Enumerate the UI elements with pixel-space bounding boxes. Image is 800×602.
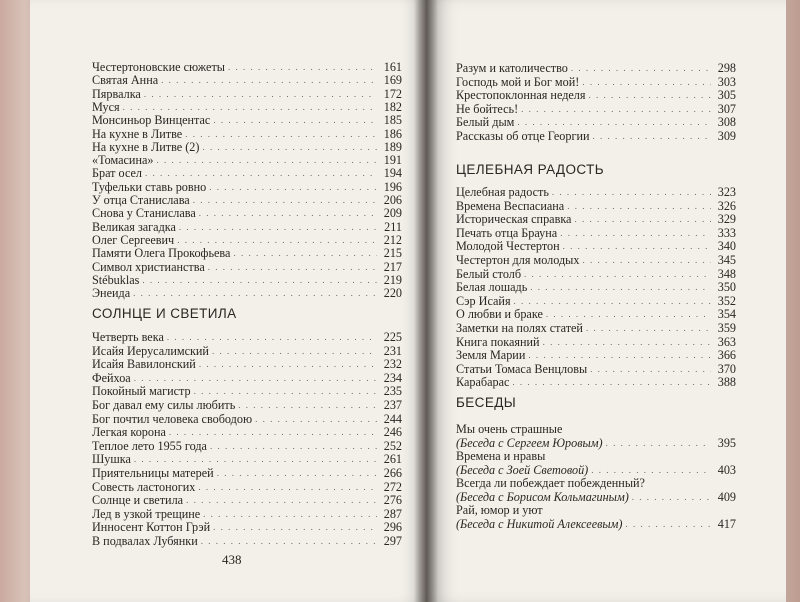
left-page xyxy=(30,0,426,602)
toc-entry-title: Шушка xyxy=(92,452,131,467)
toc-entry xyxy=(92,398,402,412)
toc-entry xyxy=(456,348,736,362)
toc-leader-dots xyxy=(543,335,711,349)
toc-entry-title: Энеида xyxy=(92,286,131,301)
toc-entry xyxy=(456,463,736,477)
toc-entry xyxy=(92,206,402,220)
toc-entry-title: Печать отца Брауна xyxy=(456,225,558,240)
toc-entry-page: 388 xyxy=(717,375,736,390)
toc-leader-dots xyxy=(517,115,711,129)
toc-entry xyxy=(456,115,736,129)
toc-leader-dots xyxy=(185,127,377,141)
toc-entry-title: Солнце и светила xyxy=(92,493,184,508)
toc-leader-dots xyxy=(167,330,377,344)
toc-entry-page: 297 xyxy=(383,534,402,548)
toc-leader-dots xyxy=(567,199,711,213)
toc-leader-dots xyxy=(582,75,711,89)
toc-entry-title: Историческая справка xyxy=(456,212,572,227)
toc-entry-title: У отца Станислава xyxy=(92,193,190,207)
toc-entry-title: Теплое лето 1955 года xyxy=(92,438,207,453)
toc-entry-title: Сэр Исайя xyxy=(456,293,511,308)
toc-entry-page: 217 xyxy=(383,259,402,274)
toc-entry-subtitle: (Беседа с Никитой Алексеевым) xyxy=(456,516,623,531)
toc-entry-title: Крестопоклонная неделя xyxy=(456,88,586,102)
toc-entry-page: 206 xyxy=(383,193,402,207)
toc-leader-dots xyxy=(199,357,377,371)
book-gutter xyxy=(414,0,438,602)
toc-entry-page: 303 xyxy=(717,74,736,89)
toc-leader-dots xyxy=(228,60,377,74)
toc-entry-title: Рай, юмор и уют xyxy=(456,503,543,517)
toc-leader-dots xyxy=(142,273,377,287)
toc-entry-title: «Томасина» xyxy=(92,153,154,168)
toc-entry xyxy=(456,490,736,504)
toc-entry xyxy=(456,185,736,199)
toc-entry-title: Снова у Станислава xyxy=(92,206,196,221)
toc-entry-title: Земля Марии xyxy=(456,348,526,363)
toc-entry-page: 366 xyxy=(717,348,736,363)
toc-leader-dots xyxy=(194,384,377,398)
toc-entry-title: Разум и католичество xyxy=(456,61,568,75)
toc-leader-dots xyxy=(217,466,377,480)
toc-leader-dots xyxy=(179,220,377,234)
toc-leader-dots xyxy=(626,517,712,531)
toc-leader-dots xyxy=(593,129,711,143)
toc-entry-title: Лед в узкой трещине xyxy=(92,506,201,521)
toc-entry xyxy=(92,330,402,344)
toc-entry xyxy=(456,226,736,240)
toc-entry xyxy=(92,344,402,358)
toc-leader-dots xyxy=(209,180,377,194)
toc-entry-title: Совесть ластоногих xyxy=(92,479,196,494)
toc-entry-title: Фейхоа xyxy=(92,370,131,385)
toc-entry-page: 305 xyxy=(717,88,736,102)
toc-entry-title: Белый дым xyxy=(456,115,515,129)
toc-entry-page: 308 xyxy=(717,115,736,129)
toc-entry xyxy=(92,273,402,287)
toc-entry-title: Туфельки ставь ровно xyxy=(92,179,207,194)
toc-entry xyxy=(456,102,736,116)
toc-entry xyxy=(92,452,402,466)
toc-entry xyxy=(456,280,736,294)
toc-entry xyxy=(92,520,402,534)
toc-entry-page: 215 xyxy=(383,246,402,261)
section-heading-besedy: БЕСЕДЫ xyxy=(456,395,517,410)
toc-leader-dots xyxy=(201,534,377,548)
toc-entry-title: Всегда ли побеждает побежденный? xyxy=(456,476,645,490)
toc-entry-subtitle: (Беседа с Зоей Световой) xyxy=(456,462,589,477)
toc-leader-dots xyxy=(582,253,711,267)
toc-entry xyxy=(92,60,402,74)
toc-entry-page: 323 xyxy=(717,185,736,199)
toc-entry-page: 225 xyxy=(383,330,402,344)
toc-entry xyxy=(92,357,402,371)
toc-entry xyxy=(92,371,402,385)
toc-leader-dots xyxy=(186,493,377,507)
toc-entry xyxy=(92,100,402,114)
toc-entry-title: Целебная радость xyxy=(456,185,549,199)
toc-entry-page: 191 xyxy=(383,153,402,168)
toc-entry-page: 403 xyxy=(717,462,736,477)
toc-leader-dots xyxy=(177,233,377,247)
toc-leader-dots xyxy=(591,463,711,477)
toc-entry xyxy=(92,140,402,154)
toc-leader-dots xyxy=(210,439,377,453)
toc-leader-dots xyxy=(528,348,711,362)
toc-leader-dots xyxy=(571,61,711,75)
toc-entry-page: 186 xyxy=(383,126,402,141)
toc-entry-title: Исайя Иерусалимский xyxy=(92,343,209,358)
toc-leader-dots xyxy=(133,286,377,300)
toc-entry xyxy=(456,321,736,335)
toc-entry-title: Времена и нравы xyxy=(456,449,546,463)
toc-leader-dots xyxy=(156,153,377,167)
toc-entry-title: Времена Веспасиана xyxy=(456,198,565,213)
toc-entry xyxy=(456,267,736,281)
toc-entry xyxy=(92,166,402,180)
toc-entry-page: 169 xyxy=(383,73,402,88)
toc-entry-title: Мы очень страшные xyxy=(456,422,563,436)
toc-entry xyxy=(92,113,402,127)
toc-leader-dots xyxy=(193,193,377,207)
toc-entry xyxy=(92,220,402,234)
toc-entry-page: 211 xyxy=(384,219,402,234)
toc-entry-page: 194 xyxy=(383,166,402,181)
toc-entry xyxy=(92,73,402,87)
toc-entry-page: 231 xyxy=(383,343,402,358)
toc-entry-title: Честертоновские сюжеты xyxy=(92,60,225,74)
toc-entry-page: 287 xyxy=(383,506,402,521)
toc-entry-subtitle: (Беседа с Сергеем Юровым) xyxy=(456,435,603,450)
toc-entry-page: 234 xyxy=(383,370,402,385)
toc-entry-page: 298 xyxy=(717,61,736,75)
toc-entry-page: 212 xyxy=(383,232,402,247)
toc-leader-dots xyxy=(530,280,711,294)
toc-entry-title: Памяти Олега Прокофьева xyxy=(92,246,231,261)
toc-entry-page: 326 xyxy=(717,198,736,213)
toc-entry-page: 185 xyxy=(383,113,402,128)
toc-entry xyxy=(456,239,736,253)
toc-entry-page: 354 xyxy=(717,307,736,322)
toc-entry-page: 417 xyxy=(717,516,736,531)
toc-entry-page: 350 xyxy=(717,280,736,295)
toc-entry-title: Святая Анна xyxy=(92,73,159,88)
toc-leader-dots xyxy=(255,412,377,426)
toc-entry xyxy=(92,384,402,398)
toc-leader-dots xyxy=(134,371,377,385)
toc-entry-title: Stébuklas xyxy=(92,272,140,287)
toc-entry-page: 182 xyxy=(383,99,402,114)
toc-entry-title: Молодой Честертон xyxy=(456,239,560,254)
toc-entry xyxy=(92,193,402,207)
toc-entry-page: 333 xyxy=(717,225,736,240)
toc-entry xyxy=(456,294,736,308)
toc-entry-page: 395 xyxy=(717,435,736,450)
toc-leader-dots xyxy=(161,73,377,87)
toc-leader-dots xyxy=(238,398,377,412)
toc-entry-page: 252 xyxy=(383,438,402,453)
toc-leader-dots xyxy=(632,490,711,504)
toc-leader-dots xyxy=(590,362,711,376)
toc-entry xyxy=(456,375,736,389)
toc-leader-dots xyxy=(574,212,711,226)
toc-entry-title: Не бойтесь! xyxy=(456,101,519,116)
toc-leader-dots xyxy=(199,206,377,220)
toc-leader-dots xyxy=(198,480,377,494)
toc-entry xyxy=(456,75,736,89)
toc-entry xyxy=(456,436,736,450)
toc-leader-dots xyxy=(134,452,377,466)
toc-leader-dots xyxy=(233,246,377,260)
toc-entry-page: 235 xyxy=(383,384,402,399)
toc-leader-dots xyxy=(546,307,711,321)
toc-entry-subtitle: (Беседа с Борисом Кольмагиным) xyxy=(456,489,629,504)
toc-leader-dots xyxy=(169,425,377,439)
toc-entry-title: Белый столб xyxy=(456,266,522,281)
toc-leader-dots xyxy=(514,294,711,308)
toc-leader-dots xyxy=(512,375,711,389)
toc-leader-dots xyxy=(560,226,711,240)
toc-entry-page: 261 xyxy=(383,452,402,467)
toc-entry-page: 409 xyxy=(717,489,736,504)
toc-entry-title: Великая загадка xyxy=(92,219,176,234)
toc-entry-page: 232 xyxy=(383,357,402,372)
toc-entry xyxy=(92,233,402,247)
toc-entry-title: Легкая корона xyxy=(92,425,166,440)
toc-entry xyxy=(456,253,736,267)
toc-entry-title: Четверть века xyxy=(92,330,164,344)
toc-entry xyxy=(456,88,736,102)
toc-entry-page: 189 xyxy=(383,139,402,154)
toc-entry-page: 352 xyxy=(717,293,736,308)
toc-entry xyxy=(456,199,736,213)
toc-entry-title: Пярвалка xyxy=(92,86,141,101)
toc-leader-dots xyxy=(213,520,377,534)
toc-leader-dots xyxy=(589,88,712,102)
toc-leader-dots xyxy=(552,185,711,199)
toc-entry xyxy=(456,129,736,143)
toc-leader-dots xyxy=(208,260,377,274)
toc-entry-title: Книга покаяний xyxy=(456,334,540,349)
toc-entry-title: Олег Сергеевич xyxy=(92,232,175,247)
toc-leader-dots xyxy=(212,344,377,358)
toc-entry xyxy=(92,480,402,494)
toc-entry-page: 161 xyxy=(383,60,402,74)
toc-leader-dots xyxy=(123,100,377,114)
toc-entry-title: Бог почтил человека свободою xyxy=(92,411,253,426)
toc-entry-title: Бог давал ему силы любить xyxy=(92,398,236,412)
toc-entry-title: Рассказы об отце Георгии xyxy=(456,128,590,143)
toc-entry xyxy=(92,260,402,274)
toc-entry-title: Монсиньор Винцентас xyxy=(92,113,211,128)
toc-leader-dots xyxy=(524,267,711,281)
toc-entry-page: 370 xyxy=(717,361,736,376)
toc-entry-title: Брат осел xyxy=(92,166,143,181)
toc-entry-page: 220 xyxy=(383,286,402,301)
toc-entry xyxy=(456,362,736,376)
toc-entry-title: Символ христианства xyxy=(92,259,205,274)
toc-entry xyxy=(92,286,402,300)
toc-leader-dots xyxy=(145,166,377,180)
toc-entry xyxy=(92,87,402,101)
toc-entry-title: Белая лошадь xyxy=(456,280,528,295)
section-heading-solntse: СОЛНЦЕ И СВЕТИЛА xyxy=(92,306,237,321)
toc-entry xyxy=(92,246,402,260)
toc-entry xyxy=(92,466,402,480)
toc-entry-page: 272 xyxy=(383,479,402,494)
toc-entry-page: 307 xyxy=(717,101,736,116)
toc-entry xyxy=(92,493,402,507)
toc-entry xyxy=(456,335,736,349)
toc-entry-title: Покойный магистр xyxy=(92,384,191,399)
toc-entry-page: 296 xyxy=(383,520,402,535)
toc-entry-title: Честертон для молодых xyxy=(456,253,580,267)
toc-entry-title: Приятельницы матерей xyxy=(92,466,214,480)
right-page xyxy=(426,0,786,602)
toc-entry-title: Исайя Вавилонский xyxy=(92,357,196,372)
toc-entry xyxy=(92,425,402,439)
toc-entry xyxy=(92,127,402,141)
toc-entry xyxy=(92,439,402,453)
toc-entry-page: 219 xyxy=(383,272,402,287)
toc-entry-page: 244 xyxy=(383,411,402,426)
toc-entry-page: 246 xyxy=(383,425,402,440)
toc-entry-title: На кухне в Литве (2) xyxy=(92,139,200,154)
toc-leader-dots xyxy=(521,102,711,116)
toc-entry xyxy=(456,61,736,75)
toc-entry xyxy=(456,517,736,531)
toc-entry-page: 209 xyxy=(383,206,402,221)
toc-entry-page: 266 xyxy=(383,466,402,480)
toc-entry-page: 340 xyxy=(717,239,736,254)
toc-entry xyxy=(456,307,736,321)
toc-leader-dots xyxy=(606,436,711,450)
toc-entry-title: Статьи Томаса Венцловы xyxy=(456,361,588,376)
toc-entry-title: О любви и браке xyxy=(456,307,543,322)
toc-leader-dots xyxy=(144,87,377,101)
toc-entry-page: 276 xyxy=(383,493,402,508)
toc-leader-dots xyxy=(202,140,377,154)
toc-entry-page: 359 xyxy=(717,321,736,335)
toc-leader-dots xyxy=(563,239,711,253)
toc-entry-page: 345 xyxy=(717,253,736,267)
toc-entry-title: В подвалах Лубянки xyxy=(92,534,198,548)
toc-entry xyxy=(92,534,402,548)
toc-entry-title: Инносент Коттон Грэй xyxy=(92,520,211,535)
toc-entry-page: 309 xyxy=(717,128,736,143)
toc-entry-title: На кухне в Литве xyxy=(92,126,183,141)
section-heading-tselebnaya: ЦЕЛЕБНАЯ РАДОСТЬ xyxy=(456,162,604,177)
toc-entry-page: 172 xyxy=(383,86,402,101)
toc-entry-page: 348 xyxy=(717,266,736,281)
toc-entry-page: 237 xyxy=(383,398,402,412)
toc-leader-dots xyxy=(213,113,377,127)
toc-entry xyxy=(456,212,736,226)
toc-entry-title: Господь мой и Бог мой! xyxy=(456,74,580,89)
toc-entry-page: 196 xyxy=(383,179,402,194)
toc-entry-title: Карабарас xyxy=(456,375,510,390)
toc-entry xyxy=(92,180,402,194)
toc-entry xyxy=(92,412,402,426)
toc-entry-title: Заметки на полях статей xyxy=(456,321,583,335)
toc-entry xyxy=(92,153,402,167)
toc-entry-page: 363 xyxy=(717,334,736,349)
toc-entry-title: Муся xyxy=(92,99,120,114)
toc-entry-page: 329 xyxy=(717,212,736,227)
toc-entry xyxy=(92,507,402,521)
page-number: 438 xyxy=(222,552,242,567)
toc-leader-dots xyxy=(203,507,377,521)
toc-leader-dots xyxy=(586,321,711,335)
